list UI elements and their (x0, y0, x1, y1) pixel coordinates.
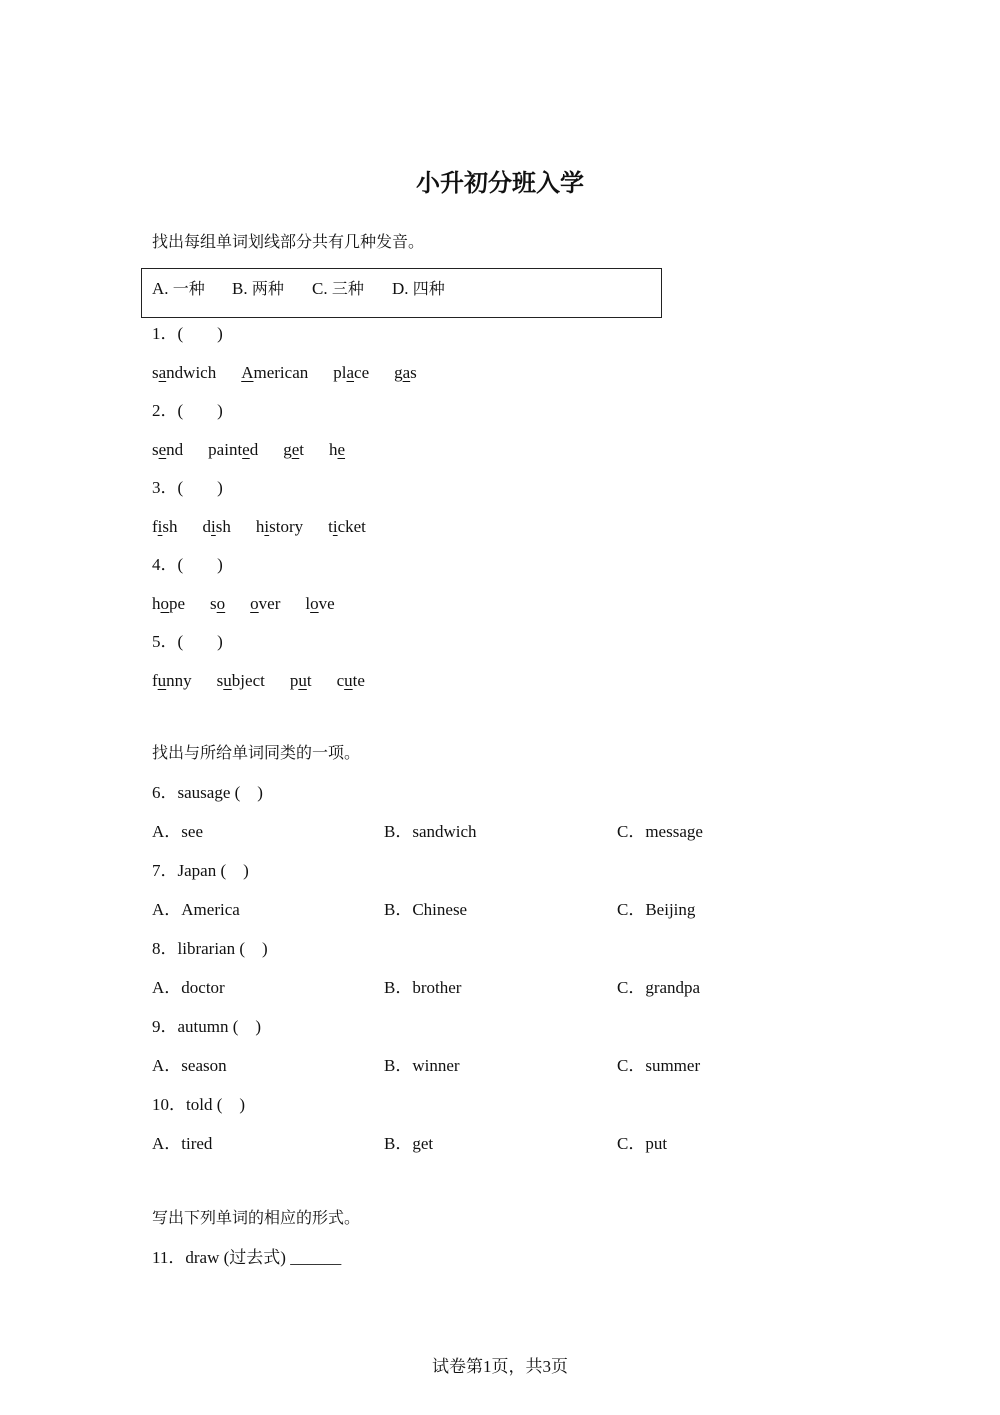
word: history (255, 517, 304, 536)
section2-instruction: 找出与所给单词同类的一项。 (152, 743, 361, 762)
underlined-letter: e (242, 440, 250, 459)
underlined-letter: i (157, 517, 163, 536)
question-11-hint: (过去式) (223, 1248, 286, 1267)
answer-blank[interactable]: ______ (290, 1248, 342, 1267)
box-option-a: A. 一种 (152, 279, 205, 298)
underlined-letter: u (344, 671, 353, 690)
underlined-letter: u (298, 671, 307, 690)
choice-c[interactable]: C．message (617, 822, 703, 841)
underlined-letter: a (402, 363, 411, 382)
section3-instruction: 写出下列单词的相应的形式。 (152, 1208, 361, 1227)
choice-c[interactable]: C．grandpa (617, 978, 701, 997)
underlined-letter: e (291, 440, 300, 459)
choice-b[interactable]: B．brother (384, 978, 462, 997)
question-stem: 9．autumn ( ) (152, 1017, 262, 1036)
word: love (305, 594, 335, 613)
underlined-letter: i (211, 517, 216, 536)
choice-a[interactable]: A．doctor (152, 978, 225, 997)
word: cute (336, 671, 365, 690)
choice-a[interactable]: A．tired (152, 1134, 213, 1153)
word: American (241, 363, 309, 382)
word: funny (152, 671, 192, 690)
choice-c[interactable]: C．put (617, 1134, 668, 1153)
word: he (329, 440, 346, 459)
question-11 (152, 1249, 341, 1266)
box-option-c: C. 三种 (312, 279, 364, 298)
word: hope (152, 594, 186, 613)
underlined-letter: i (264, 517, 270, 536)
question-stem: 10．told ( ) (152, 1095, 246, 1114)
underlined-letter: o (216, 594, 226, 613)
word-group (152, 364, 442, 381)
choice-a[interactable]: A．see (152, 822, 203, 841)
choice-b[interactable]: B．get (384, 1134, 434, 1153)
question-number: 5．( ) (152, 632, 223, 651)
underlined-letter: a (346, 363, 355, 382)
underlined-letter: u (223, 671, 232, 690)
underlined-letter: e (337, 440, 346, 459)
word: subject (216, 671, 265, 690)
question-number: 3．( ) (152, 478, 223, 497)
choice-b[interactable]: B．sandwich (384, 822, 477, 841)
choice-c[interactable]: C．summer (617, 1056, 701, 1075)
underlined-letter: A (241, 363, 254, 382)
question-stem: 6．sausage ( ) (152, 783, 263, 802)
choice-a[interactable]: A．America (152, 900, 240, 919)
box-option-d: D. 四种 (392, 279, 445, 298)
word: put (289, 671, 312, 690)
word: fish (152, 517, 178, 536)
underlined-letter: a (158, 363, 167, 382)
word: gas (394, 363, 417, 382)
choice-b[interactable]: B．winner (384, 1056, 460, 1075)
word-group (152, 672, 390, 689)
word: so (210, 594, 226, 613)
word: sandwich (152, 363, 217, 382)
box-option-b: B. 两种 (232, 279, 284, 298)
question-number: 1．( ) (152, 324, 223, 343)
word: place (333, 363, 370, 382)
question-number: 2．( ) (152, 401, 223, 420)
word-group (152, 518, 391, 535)
choice-a[interactable]: A．season (152, 1056, 227, 1075)
word-group (152, 595, 360, 612)
underlined-letter: o (160, 594, 169, 613)
word-group (152, 441, 370, 458)
page-footer: 试卷第1页，共3页 (432, 1357, 568, 1376)
choice-b[interactable]: B．Chinese (384, 900, 468, 919)
underlined-letter: i (332, 517, 338, 536)
word: send (152, 440, 184, 459)
word: get (283, 440, 304, 459)
word: ticket (328, 517, 366, 536)
word: painted (208, 440, 259, 459)
underlined-letter: e (158, 440, 167, 459)
choice-c[interactable]: C．Beijing (617, 900, 696, 919)
underlined-letter: o (310, 594, 319, 613)
question-stem: 8．librarian ( ) (152, 939, 268, 958)
question-11-number: 11．draw (152, 1248, 220, 1267)
section1-instruction: 找出每组单词划线部分共有几种发音。 (152, 232, 425, 251)
page-title: 小升初分班入学 (416, 169, 584, 197)
word: over (250, 594, 281, 613)
word: dish (202, 517, 231, 536)
underlined-letter: o (250, 594, 259, 613)
question-stem: 7．Japan ( ) (152, 861, 249, 880)
question-number: 4．( ) (152, 555, 223, 574)
underlined-letter: u (157, 671, 167, 690)
